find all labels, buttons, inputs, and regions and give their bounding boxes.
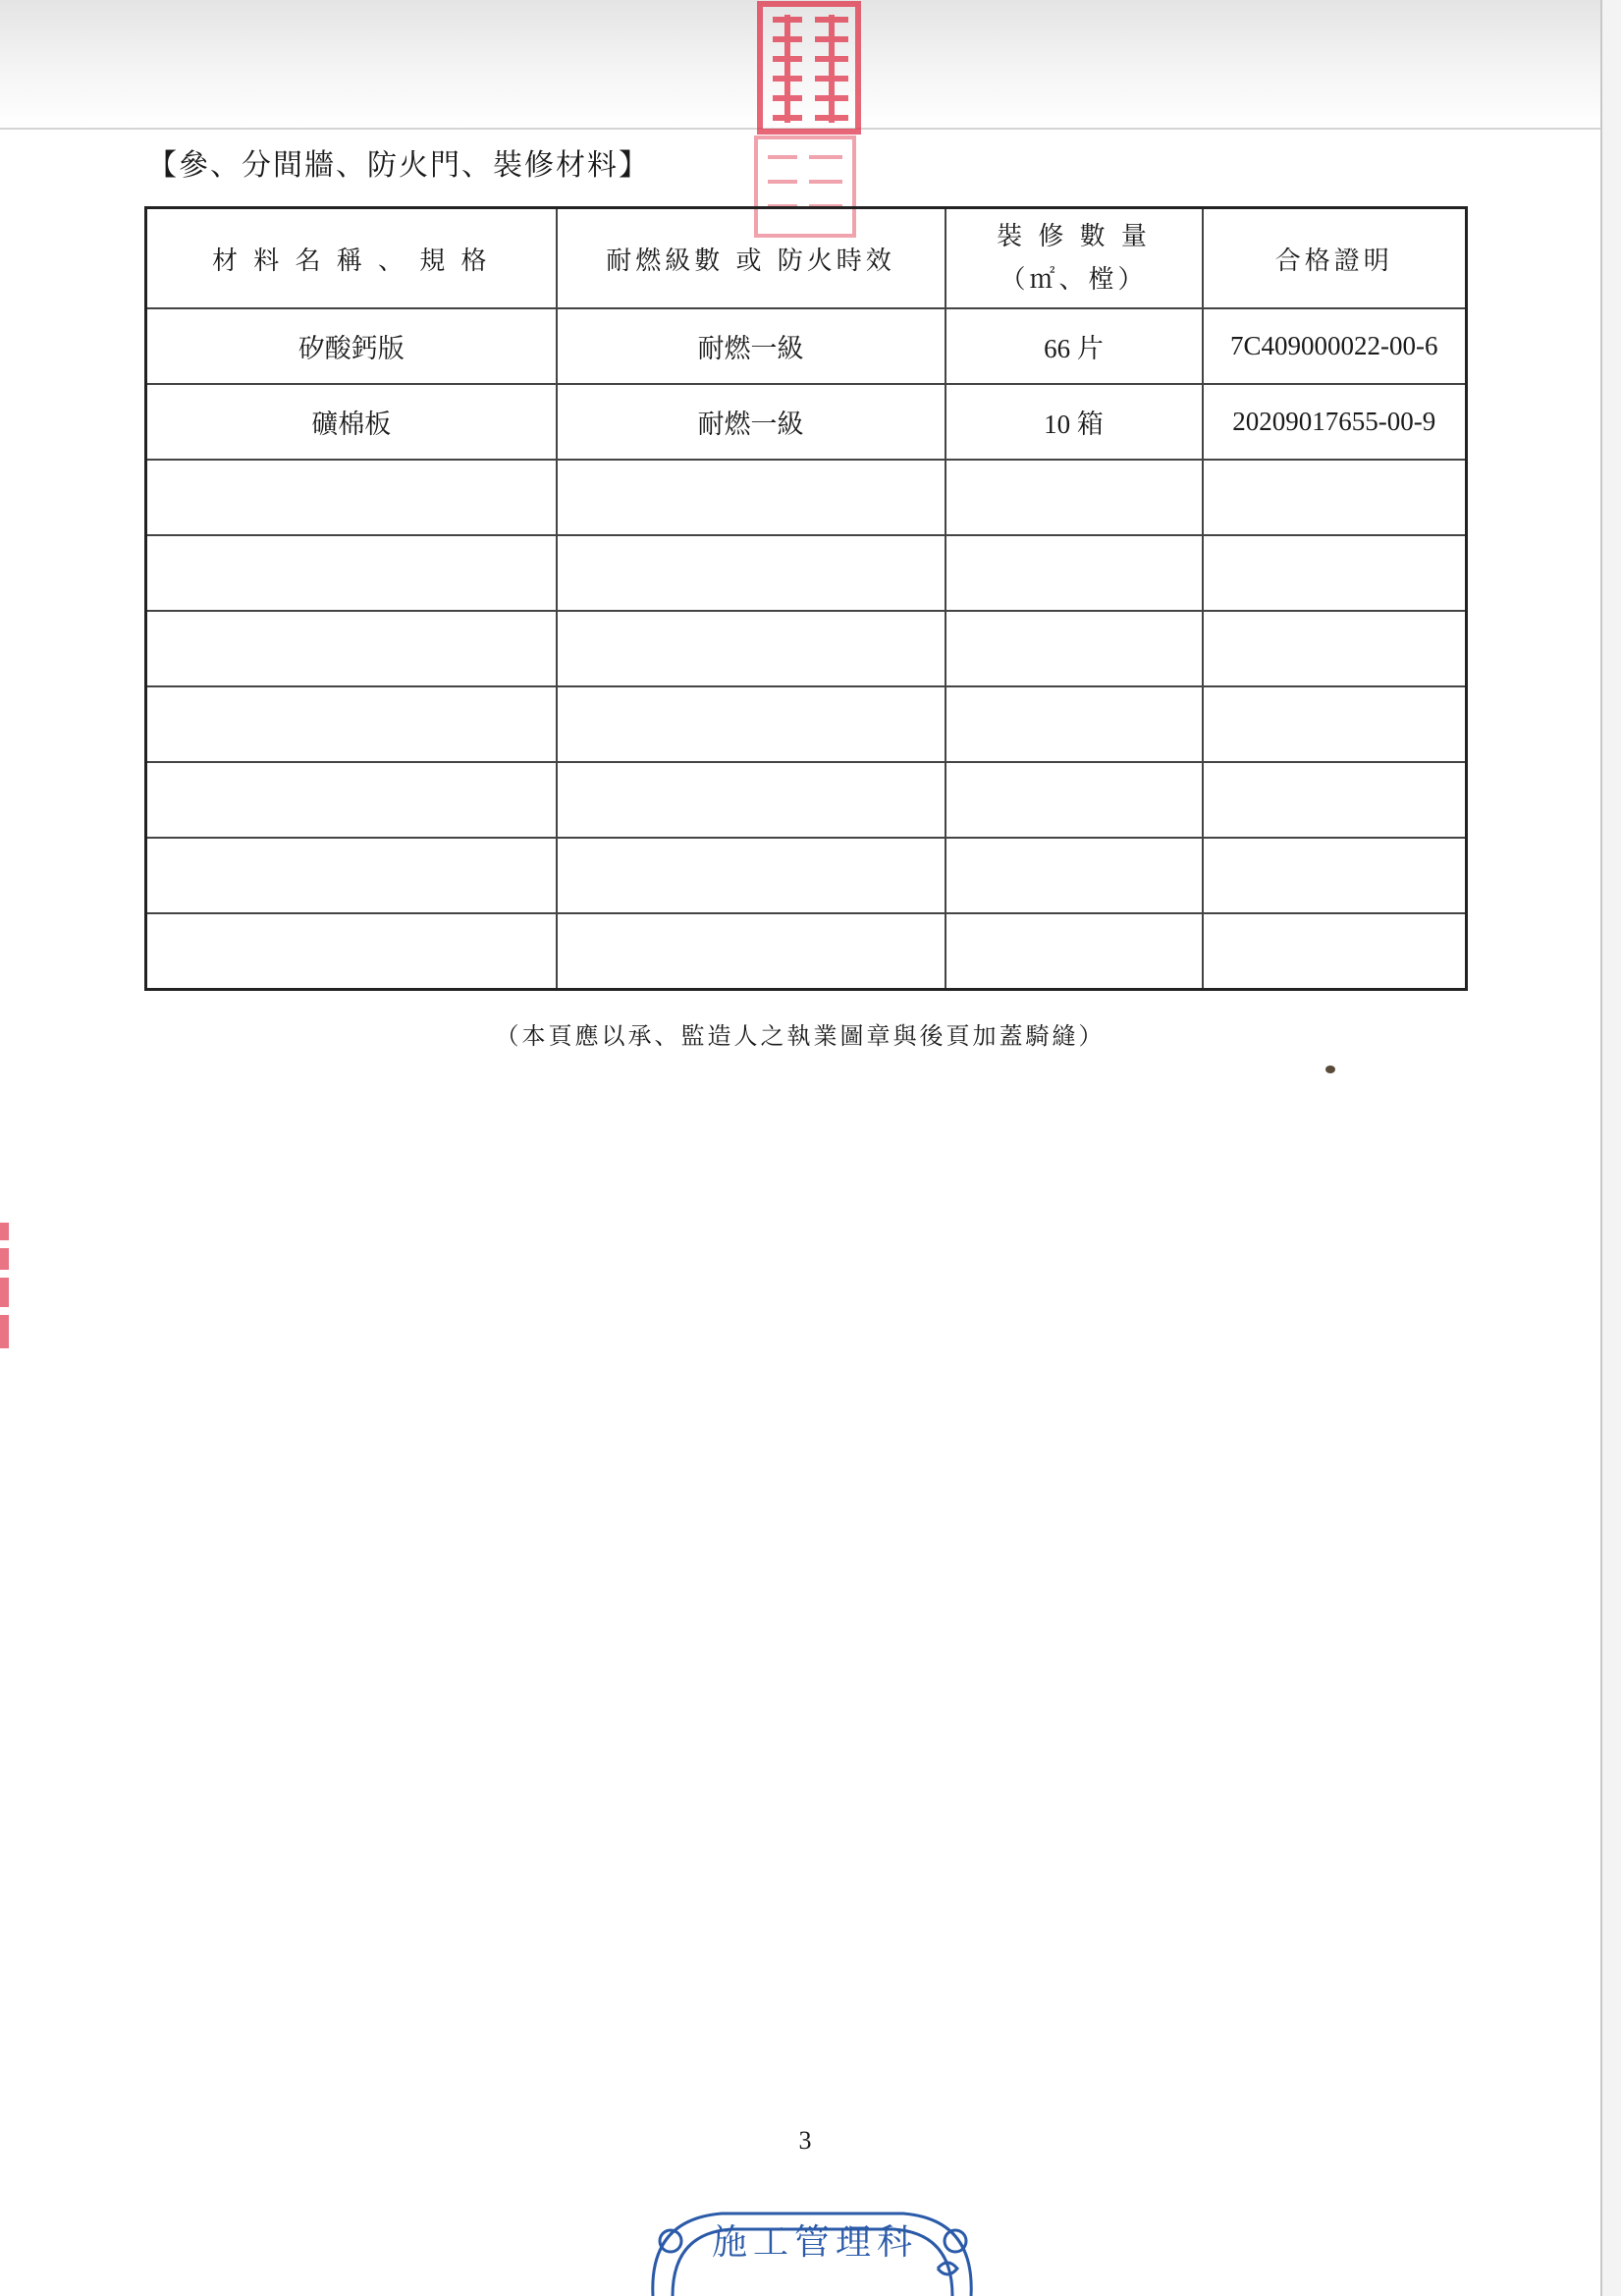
cell-material-name <box>146 762 557 838</box>
blue-seal-text: 施工管理科 <box>711 2222 918 2263</box>
cell-quantity <box>946 838 1203 913</box>
table-row <box>146 762 1467 838</box>
cell-material-name: 矽酸鈣版 <box>146 308 557 384</box>
table-row <box>146 686 1467 762</box>
table-row <box>146 535 1467 611</box>
cell-fire-rating <box>557 913 946 990</box>
red-seal-stamp-edge <box>0 1223 12 1350</box>
header-fire-rating: 耐燃級數 或 防火時效 <box>557 208 946 309</box>
red-seal-stamp-top <box>748 0 871 241</box>
table-row <box>146 384 1467 460</box>
table-row <box>146 838 1467 913</box>
cell-certificate <box>1203 686 1467 762</box>
cell-fire-rating <box>557 838 946 913</box>
cell-certificate <box>1203 535 1467 611</box>
cell-quantity <box>946 460 1203 535</box>
cell-certificate <box>1203 611 1467 686</box>
cell-certificate <box>1203 913 1467 990</box>
table-row <box>146 308 1467 384</box>
cell-certificate <box>1203 762 1467 838</box>
cell-certificate: 20209017655-00-9 <box>1203 384 1467 460</box>
cell-fire-rating <box>557 611 946 686</box>
section-title: 【參、分間牆、防火門、裝修材料】 <box>147 148 650 183</box>
cell-fire-rating <box>557 460 946 535</box>
cell-material-name <box>146 686 557 762</box>
cell-material-name <box>146 838 557 913</box>
ink-speck <box>1325 1066 1335 1073</box>
cell-fire-rating <box>557 686 946 762</box>
table-row <box>146 611 1467 686</box>
cell-fire-rating <box>557 535 946 611</box>
page-number: 3 <box>798 2126 812 2155</box>
table-row <box>146 460 1467 535</box>
cell-quantity <box>946 913 1203 990</box>
cell-material-name <box>146 535 557 611</box>
table-header-row <box>146 208 1467 309</box>
header-quantity <box>946 208 1203 309</box>
header-quantity-unit: （㎡、樘） <box>1000 265 1148 295</box>
cell-quantity <box>946 762 1203 838</box>
cell-quantity <box>946 535 1203 611</box>
cell-quantity: 10 箱 <box>946 384 1203 460</box>
table-row <box>146 913 1467 990</box>
header-certificate: 合格證明 <box>1203 208 1467 309</box>
cell-quantity: 66 片 <box>946 308 1203 384</box>
cell-fire-rating: 耐燃一級 <box>557 308 946 384</box>
footer-note: （本頁應以承、監造人之執業圖章與後頁加蓋騎縫） <box>495 1022 1106 1050</box>
header-material-name: 材 料 名 稱 、 規 格 <box>146 208 557 309</box>
cell-certificate: 7C409000022-00-6 <box>1203 308 1467 384</box>
cell-quantity <box>946 611 1203 686</box>
materials-table <box>144 206 1468 991</box>
cell-fire-rating <box>557 762 946 838</box>
header-quantity-label: 裝 修 數 量 <box>997 222 1151 251</box>
cell-material-name: 礦棉板 <box>146 384 557 460</box>
cell-quantity <box>946 686 1203 762</box>
cell-certificate <box>1203 460 1467 535</box>
cell-material-name <box>146 460 557 535</box>
cell-material-name <box>146 611 557 686</box>
cell-material-name <box>146 913 557 990</box>
cell-fire-rating: 耐燃一級 <box>557 384 946 460</box>
cell-certificate <box>1203 838 1467 913</box>
